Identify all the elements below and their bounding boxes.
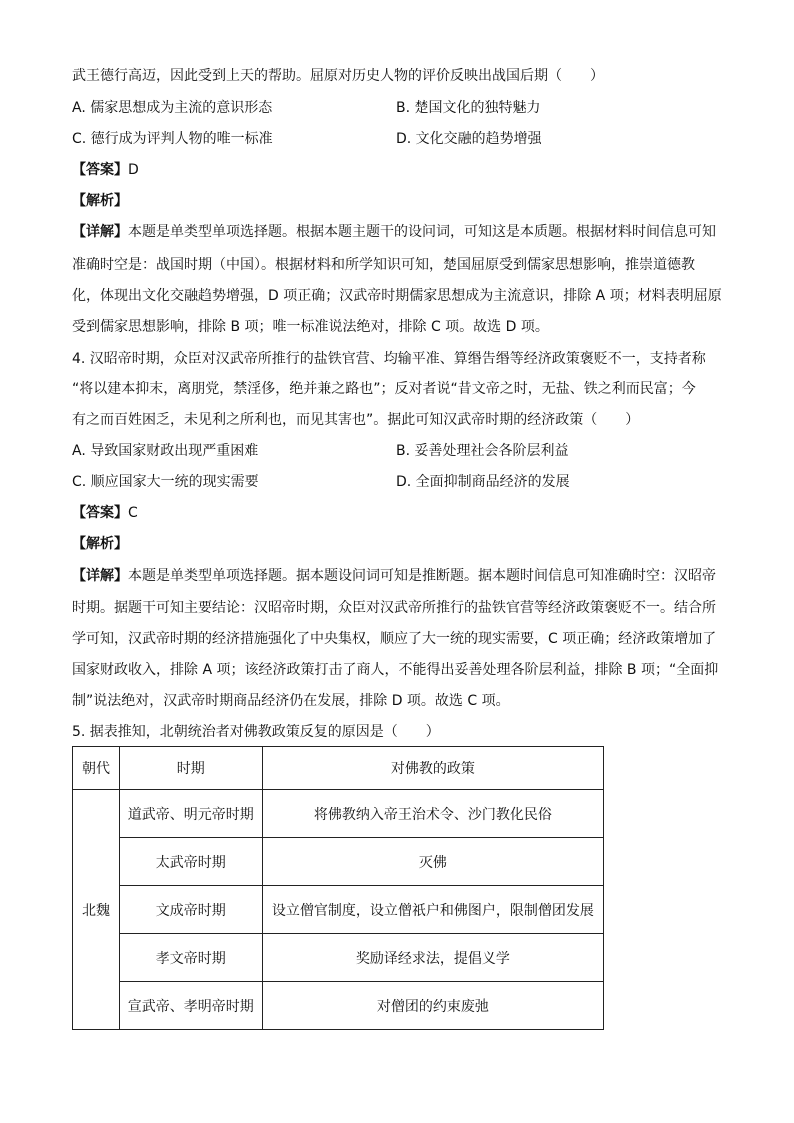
- q4-detail-line-4: 国家财政收入，排除 A 项；该经济政策打击了商人，不能得出妥善处理各阶层利益，排除 B 项；“全面抑: [72, 662, 719, 678]
- table-row: [73, 790, 604, 838]
- q4-option-d: D. 全面抑制商品经济的发展: [396, 474, 570, 490]
- q3-detail-line-1: [72, 222, 716, 242]
- header-period: 时期: [119, 747, 262, 790]
- period-cell: 文成帝时期: [119, 886, 262, 934]
- dynasty-cell: 北魏: [73, 790, 120, 1030]
- detail-text: 本题是单类型单项选择题。根据本题主题干的设问词，可知这是本质题。根据材料时间信息可知: [128, 224, 716, 240]
- answer-value: C: [128, 505, 138, 521]
- period-cell: 宣武帝、孝明帝时期: [119, 982, 262, 1030]
- policy-cell: 设立僧官制度，设立僧祇户和佛图户，限制僧团发展: [262, 886, 603, 934]
- period-cell: 孝文帝时期: [119, 934, 262, 982]
- table-row: [73, 886, 604, 934]
- buddhism-policy-table: [72, 746, 604, 1030]
- header-policy: 对佛教的政策: [262, 747, 603, 790]
- q4-stem-line-2: “将以建本抑末，离朋党，禁淫侈，绝并兼之路也”；反对者说“昔文帝之时，无盐、铁之利而民富；今: [72, 381, 696, 397]
- detail-tag: 【详解】: [72, 224, 128, 240]
- q3-detail-line-3: 化，体现出文化交融趋势增强，D 项正确；汉武帝时期儒家思想成为主流意识，排除 A 项；材料表明屈原: [72, 288, 722, 304]
- table-row: [73, 934, 604, 982]
- q3-stem-tail: 武王德行高迈，因此受到上天的帮助。屈原对历史人物的评价反映出战国后期（ ）: [72, 68, 604, 84]
- table-row: [73, 982, 604, 1030]
- q4-answer: [72, 503, 138, 523]
- q3-option-d: D. 文化交融的趋势增强: [396, 131, 542, 147]
- q3-detail-line-4: 受到儒家思想影响，排除 B 项；唯一标准说法绝对，排除 C 项。故选 D 项。: [72, 319, 549, 335]
- answer-tag: 【答案】: [72, 505, 128, 521]
- policy-cell: 对僧团的约束废弛: [262, 982, 603, 1030]
- q4-stem-line-3: 有之而百姓困乏，未见利之所利也，而见其害也”。据此可知汉武帝时期的经济政策（ ）: [72, 412, 640, 428]
- detail-tag: 【详解】: [72, 568, 128, 584]
- policy-cell: 奖励译经求法，提倡义学: [262, 934, 603, 982]
- q3-option-a: A. 儒家思想成为主流的意识形态: [72, 100, 273, 116]
- q3-answer: [72, 160, 139, 180]
- q3-option-b: B. 楚国文化的独特魅力: [396, 100, 541, 116]
- q3-option-c: C. 德行成为评判人物的唯一标准: [72, 131, 273, 147]
- q4-option-a: A. 导致国家财政出现严重困难: [72, 443, 259, 459]
- q4-detail-line-1: [72, 566, 716, 586]
- answer-value: D: [128, 162, 139, 178]
- q4-stem-line-1: 4. 汉昭帝时期，众臣对汉武帝所推行的盐铁官营、均输平准、算缗告缗等经济政策褒贬不一，支持者称: [72, 351, 706, 367]
- q3-analysis-tag: 【解析】: [72, 193, 128, 209]
- period-cell: 太武帝时期: [119, 838, 262, 886]
- detail-text: 本题是单类型单项选择题。据本题设问词可知是推断题。据本题时间信息可知准确时空：汉昭帝: [128, 568, 716, 584]
- table-header-row: [73, 747, 604, 790]
- q4-analysis-tag: 【解析】: [72, 536, 128, 552]
- q4-option-b: B. 妥善处理社会各阶层利益: [396, 443, 569, 459]
- q4-detail-line-3: 学可知，汉武帝时期的经济措施强化了中央集权，顺应了大一统的现实需要，C 项正确；经济政策增加了: [72, 631, 717, 647]
- table-row: [73, 838, 604, 886]
- answer-tag: 【答案】: [72, 162, 128, 178]
- policy-cell: 灭佛: [262, 838, 603, 886]
- q4-detail-line-5: 制”说法绝对，汉武帝时期商品经济仍在发展，排除 D 项。故选 C 项。: [72, 693, 510, 709]
- period-cell: 道武帝、明元帝时期: [119, 790, 262, 838]
- header-dynasty: 朝代: [73, 747, 120, 790]
- q5-stem: 5. 据表推知，北朝统治者对佛教政策反复的原因是（ ）: [72, 724, 440, 740]
- q4-detail-line-2: 时期。据题干可知主要结论：汉昭帝时期，众臣对汉武帝所推行的盐铁官营等经济政策褒贬不一。结合所: [72, 600, 716, 616]
- q3-detail-line-2: 准确时空是：战国时期（中国）。根据材料和所学知识可知，楚国屈原受到儒家思想影响，推崇道德教: [72, 257, 695, 273]
- policy-cell: 将佛教纳入帝王治术令、沙门教化民俗: [262, 790, 603, 838]
- q4-option-c: C. 顺应国家大一统的现实需要: [72, 474, 259, 490]
